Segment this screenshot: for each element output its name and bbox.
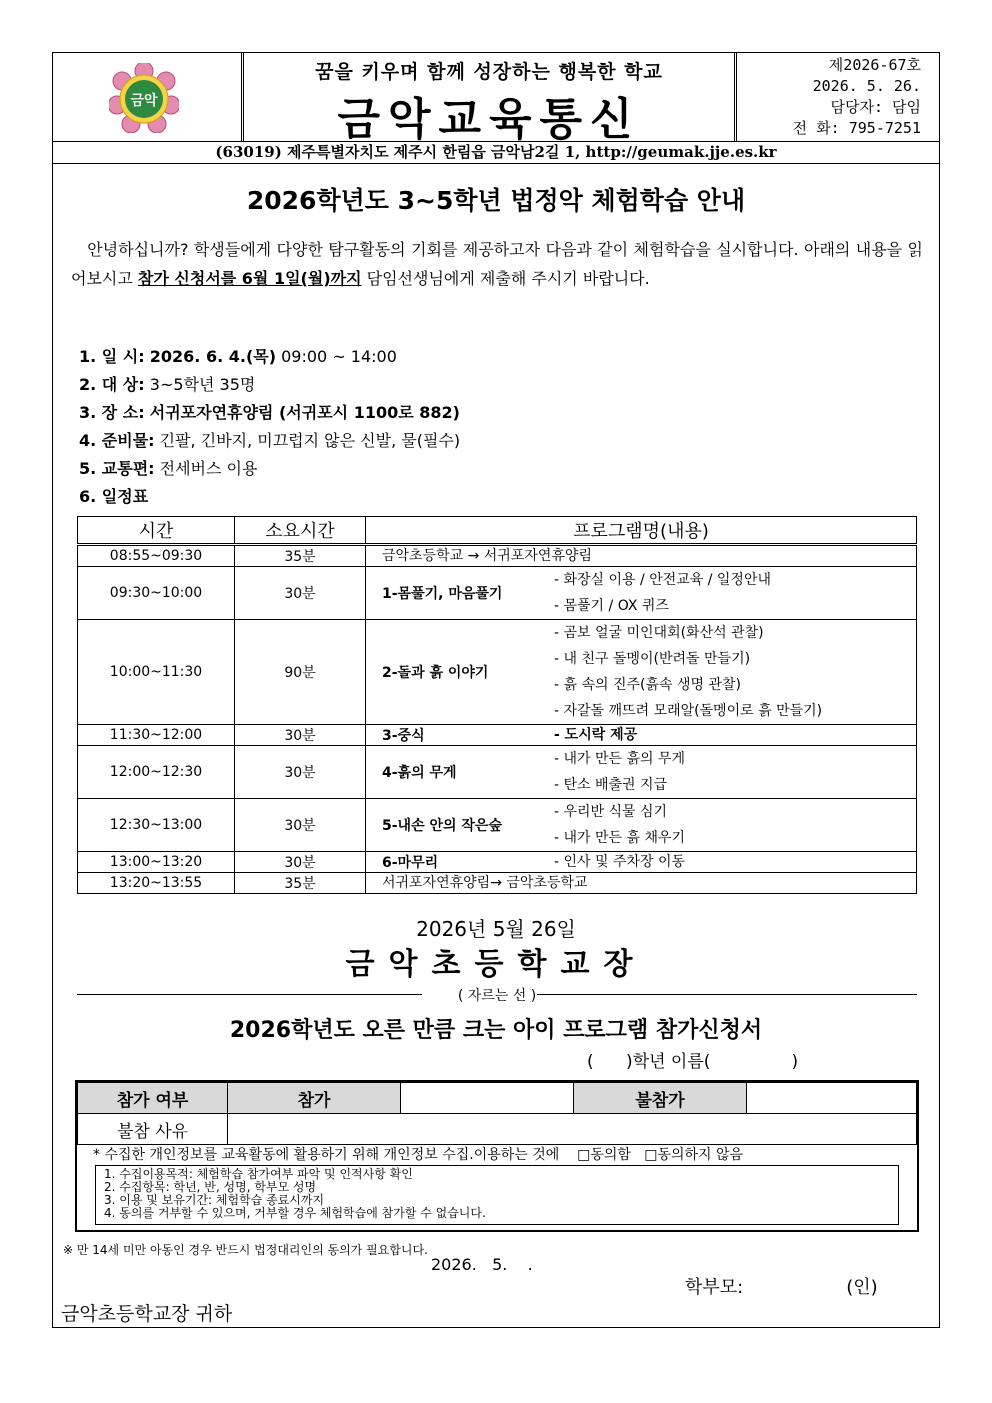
cut-line-left bbox=[77, 994, 422, 995]
schedule-header-program: 프로그램명(내용) bbox=[366, 517, 917, 545]
program-name: 1-몸풀기, 마음풀기 bbox=[382, 586, 503, 602]
absent-checkbox[interactable] bbox=[747, 1083, 917, 1114]
program-detail: - 자갈돌 깨뜨려 모래알(돌멩이로 흙 만들기) bbox=[554, 703, 823, 719]
school-motto: 꿈을 키우며 함께 성장하는 행복한 학교 bbox=[315, 61, 663, 83]
schedule-time: 08:55~09:30 bbox=[78, 545, 235, 567]
program-detail: - 탄소 배출권 지급 bbox=[554, 777, 668, 793]
schedule-row bbox=[78, 545, 917, 567]
schedule-duration: 90분 bbox=[235, 620, 366, 725]
consent-detail-2: 2. 수집항목: 학년, 반, 성명, 학부모 성명 bbox=[104, 1180, 317, 1194]
form-footer: 금악초등학교장 귀하 bbox=[61, 1303, 233, 1325]
absent-label: 불참가 bbox=[574, 1083, 747, 1114]
schedule-row bbox=[78, 725, 917, 746]
school-address: (63019) 제주특별자치도 제주시 한림읍 금악남2길 1, http://geumak.jje.es.kr bbox=[53, 141, 939, 164]
logo-text: 금악 bbox=[130, 93, 158, 109]
schedule-duration: 30분 bbox=[235, 725, 366, 746]
consent-line[interactable]: * 수집한 개인정보를 교육활동에 활용하기 위해 개인정보 수집.이용하는 것에 □동의함 □동의하지 않음 bbox=[93, 1147, 744, 1163]
doc-manager: 담당자: 담임 bbox=[830, 98, 921, 116]
program-detail: - 몸풀기 / OX 퀴즈 bbox=[554, 598, 669, 614]
program-detail: - 도시락 제공 bbox=[554, 727, 638, 743]
newsletter-frame bbox=[52, 52, 940, 1328]
schedule-program bbox=[366, 725, 917, 746]
application-form bbox=[75, 1080, 919, 1232]
program-name: 4-흙의 무게 bbox=[382, 765, 457, 781]
schedule-row bbox=[78, 620, 917, 725]
schedule-table bbox=[77, 516, 917, 894]
item-transport: 5. 교통편: 전세버스 이용 bbox=[79, 459, 258, 478]
schedule-duration: 30분 bbox=[235, 852, 366, 873]
schedule-program bbox=[366, 852, 917, 873]
schedule-time: 12:30~13:00 bbox=[78, 799, 235, 852]
item-schedule: 6. 일정표 bbox=[79, 487, 149, 506]
principal-name: 금악초등학교장 bbox=[345, 947, 647, 982]
program-detail: 서귀포자연휴양림→ 금악초등학교 bbox=[382, 875, 588, 891]
attend-label: 참가 bbox=[228, 1083, 401, 1114]
program-detail: 금악초등학교 → 서귀포자연휴양림 bbox=[382, 548, 592, 564]
doc-date: 2026. 5. 26. bbox=[812, 77, 921, 95]
notice-intro bbox=[71, 235, 923, 293]
school-emblem-icon bbox=[109, 63, 179, 133]
schedule-time: 13:20~13:55 bbox=[78, 873, 235, 894]
schedule-time: 11:30~12:00 bbox=[78, 725, 235, 746]
schedule-duration: 35분 bbox=[235, 545, 366, 567]
reason-field[interactable] bbox=[228, 1114, 917, 1145]
schedule-duration: 30분 bbox=[235, 746, 366, 799]
item-target: 2. 대 상: 3~5학년 35명 bbox=[79, 375, 256, 394]
program-name: 3-중식 bbox=[382, 728, 425, 744]
doc-number: 제2026-67호 bbox=[828, 56, 921, 74]
program-name: 6-마무리 bbox=[382, 855, 439, 871]
schedule-row bbox=[78, 799, 917, 852]
program-detail: - 내 친구 돌멩이(반려돌 만들기) bbox=[554, 651, 751, 667]
attendance-table bbox=[77, 1082, 917, 1145]
guardian-note: ※ 만 14세 미만 아동인 경우 반드시 법정대리인의 동의가 필요합니다. bbox=[63, 1243, 428, 1257]
program-detail: - 흙 속의 진주(흙속 생명 관찰) bbox=[554, 677, 741, 693]
schedule-row bbox=[78, 873, 917, 894]
notice-items bbox=[79, 343, 460, 511]
reason-label: 불참 사유 bbox=[78, 1114, 228, 1145]
schedule-duration: 35분 bbox=[235, 873, 366, 894]
program-name: 2-돌과 흙 이야기 bbox=[382, 665, 489, 681]
schedule-program bbox=[366, 567, 917, 620]
schedule-time: 12:00~12:30 bbox=[78, 746, 235, 799]
notice-title: 2026학년도 3~5학년 법정악 체험학습 안내 bbox=[246, 186, 746, 215]
program-detail: - 인사 및 주차장 이동 bbox=[554, 854, 686, 870]
item-supplies: 4. 준비물: 긴팔, 긴바지, 미끄럽지 않은 신발, 물(필수) bbox=[79, 431, 461, 450]
title-cell bbox=[244, 53, 737, 145]
item-place: 3. 장 소: 서귀포자연휴양림 (서귀포시 1100로 882) bbox=[79, 403, 460, 422]
cut-line-label: ( 자르는 선 ) bbox=[457, 988, 537, 1004]
schedule-header-duration: 소요시간 bbox=[235, 517, 366, 545]
schedule-header-time: 시간 bbox=[78, 517, 235, 545]
consent-detail-1: 1. 수집이용목적: 체험학습 참가여부 파악 및 인적사항 확인 bbox=[104, 1167, 413, 1181]
program-detail: - 곰보 얼굴 미인대회(화산석 관찰) bbox=[554, 625, 764, 641]
schedule-row bbox=[78, 746, 917, 799]
schedule-program bbox=[366, 620, 917, 725]
participate-label: 참가 여부 bbox=[78, 1083, 228, 1114]
cut-line bbox=[77, 985, 917, 1005]
grade-name-field[interactable]: ( )학년 이름( ) bbox=[587, 1052, 799, 1072]
parent-signature[interactable]: 학부모: (인) bbox=[685, 1277, 878, 1298]
schedule-program bbox=[366, 873, 917, 894]
doc-phone: 전 화: 795-7251 bbox=[792, 119, 921, 137]
schedule-program bbox=[366, 799, 917, 852]
intro-text: 안녕하십니까? 학생들에게 다양한 탐구활동의 기회를 제공하고자 다음과 같이 체험학습을 실시합니다. 아래의 내용을 읽어보시고 bbox=[71, 240, 923, 288]
intro-deadline: 참가 신청서를 6월 1일(월)까지 bbox=[137, 269, 362, 288]
item-date: 1. 일 시: 2026. 6. 4.(목) 09:00 ~ 14:00 bbox=[79, 347, 397, 366]
schedule-program bbox=[366, 545, 917, 567]
schedule-row bbox=[78, 567, 917, 620]
program-detail: - 화장실 이용 / 안전교육 / 일정안내 bbox=[554, 572, 771, 588]
schedule-time: 10:00~11:30 bbox=[78, 620, 235, 725]
program-detail: - 내가 만든 흙의 무게 bbox=[554, 751, 686, 767]
logo-cell bbox=[53, 53, 244, 141]
form-title: 2026학년도 오른 만큼 크는 아이 프로그램 참가신청서 bbox=[229, 1018, 763, 1043]
program-detail: - 내가 만든 흙 채우기 bbox=[554, 830, 686, 846]
consent-detail-3: 3. 이용 및 보유기간: 체험학습 종료시까지 bbox=[104, 1193, 325, 1207]
attend-checkbox[interactable] bbox=[401, 1083, 574, 1114]
schedule-duration: 30분 bbox=[235, 567, 366, 620]
schedule-time: 09:30~10:00 bbox=[78, 567, 235, 620]
program-name: 5-내손 안의 작은숲 bbox=[382, 818, 502, 834]
intro-text-end: 담임선생님에게 제출해 주시기 바랍니다. bbox=[361, 269, 650, 288]
newsletter-header bbox=[53, 53, 939, 145]
signoff-date: 2026년 5월 26일 bbox=[416, 917, 576, 941]
schedule-row bbox=[78, 852, 917, 873]
doc-info bbox=[737, 53, 939, 141]
schedule-duration: 30분 bbox=[235, 799, 366, 852]
consent-details bbox=[95, 1165, 899, 1225]
newsletter-title: 금악교육통신 bbox=[337, 94, 641, 145]
consent-detail-4: 4. 동의를 거부할 수 있으며, 거부할 경우 체험학습에 참가할 수 없습니다. bbox=[104, 1206, 486, 1220]
cut-line-right bbox=[537, 994, 917, 995]
schedule-program bbox=[366, 746, 917, 799]
sign-date[interactable]: 2026. 5. . bbox=[431, 1255, 533, 1274]
program-detail: - 우리반 식물 심기 bbox=[554, 804, 668, 820]
schedule-time: 13:00~13:20 bbox=[78, 852, 235, 873]
